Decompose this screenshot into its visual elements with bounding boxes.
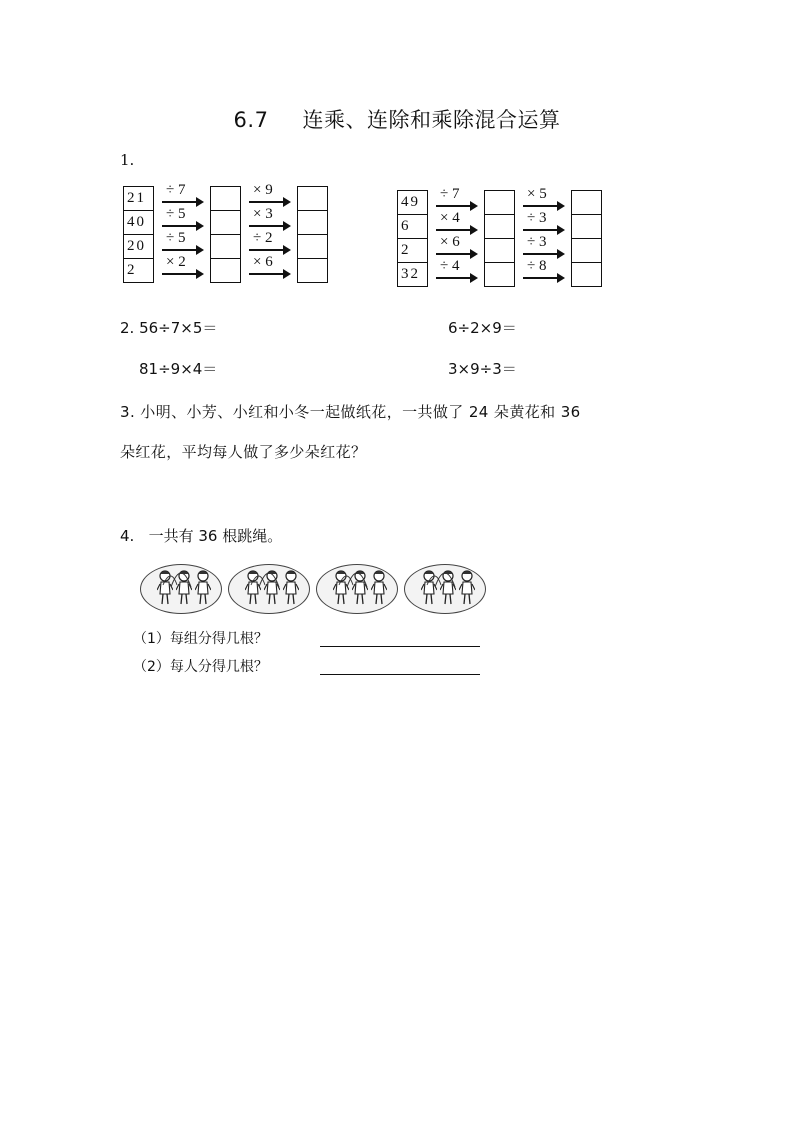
right-arrow-icon	[523, 277, 563, 279]
q1-label: 1.	[120, 151, 135, 169]
right-start-number: 49	[397, 190, 428, 215]
right-operation-1: × 4	[440, 210, 460, 226]
jump-rope-groups-illustration	[140, 562, 500, 618]
q2-expression-3: 81÷9×4＝	[139, 360, 218, 378]
right-arrow-icon	[162, 249, 202, 251]
page-title	[0, 104, 794, 134]
right-arrow-icon	[523, 205, 563, 207]
q4-label: 4.	[120, 527, 135, 545]
left-operation-1: ÷ 5	[166, 230, 186, 246]
left-answer-box-2[interactable]	[297, 258, 328, 283]
right-arrow-icon	[162, 273, 202, 275]
right-arrow-icon	[249, 201, 289, 203]
right-operation-1: × 6	[440, 234, 460, 250]
right-operation-1: ÷ 4	[440, 258, 460, 274]
left-operation-2: × 3	[253, 206, 273, 222]
q3-line-1	[120, 401, 581, 422]
right-answer-box-2[interactable]	[571, 238, 602, 263]
left-start-number: 2	[123, 258, 154, 283]
left-operation-2: × 9	[253, 182, 273, 198]
jump-rope-icon	[405, 565, 487, 615]
right-answer-box-1[interactable]	[484, 190, 515, 215]
right-start-number: 6	[397, 214, 428, 239]
right-operation-2: ÷ 3	[527, 210, 547, 226]
right-answer-box-1[interactable]	[484, 262, 515, 287]
group-oval	[140, 564, 222, 614]
jump-rope-icon	[229, 565, 311, 615]
left-answer-box-1[interactable]	[210, 258, 241, 283]
q4-sub-question-2: （2）每人分得几根？	[133, 659, 268, 675]
left-operation-1: ÷ 5	[166, 206, 186, 222]
q3-label: 3.	[120, 403, 136, 421]
right-arrow-icon	[162, 201, 202, 203]
left-answer-box-2[interactable]	[297, 210, 328, 235]
right-arrow-icon	[249, 225, 289, 227]
q4-answer-line-1[interactable]	[320, 646, 480, 647]
q3-line-2: 朵红花，平均每人做了多少朵红花？	[120, 443, 367, 461]
q3-line-1-text: 小明、小芳、小红和小冬一起做纸花，一共做了 24 朵黄花和 36	[140, 403, 581, 421]
right-arrow-icon	[523, 229, 563, 231]
title-number: 6.7	[233, 108, 269, 132]
group-oval	[228, 564, 310, 614]
left-answer-box-2[interactable]	[297, 186, 328, 211]
left-start-number: 21	[123, 186, 154, 211]
jump-rope-icon	[141, 565, 223, 615]
left-answer-box-1[interactable]	[210, 186, 241, 211]
jump-rope-icon	[317, 565, 399, 615]
right-operation-1: ÷ 7	[440, 186, 460, 202]
right-start-number: 32	[397, 262, 428, 287]
group-oval	[316, 564, 398, 614]
right-arrow-icon	[162, 225, 202, 227]
q4-sub-question-1: （1）每组分得几根？	[133, 631, 268, 647]
q2-expression-4: 3×9÷3＝	[448, 360, 517, 378]
right-arrow-icon	[249, 273, 289, 275]
left-operation-1: ÷ 7	[166, 182, 186, 198]
right-arrow-icon	[436, 205, 476, 207]
right-answer-box-2[interactable]	[571, 262, 602, 287]
title-text: 连乘、连除和乘除混合运算	[302, 108, 561, 132]
right-answer-box-1[interactable]	[484, 238, 515, 263]
left-answer-box-1[interactable]	[210, 210, 241, 235]
right-operation-2: ÷ 8	[527, 258, 547, 274]
right-arrow-icon	[436, 229, 476, 231]
left-operation-2: ÷ 2	[253, 230, 273, 246]
right-arrow-icon	[436, 277, 476, 279]
right-start-number: 2	[397, 238, 428, 263]
q2-label: 2.	[120, 319, 135, 337]
right-arrow-icon	[523, 253, 563, 255]
left-start-number: 20	[123, 234, 154, 259]
q1-left-chain	[123, 182, 323, 290]
right-operation-2: × 5	[527, 186, 547, 202]
left-answer-box-1[interactable]	[210, 234, 241, 259]
q2-e1-text: 56÷7×5＝	[139, 319, 218, 337]
q4-answer-line-2[interactable]	[320, 674, 480, 675]
right-answer-box-2[interactable]	[571, 190, 602, 215]
left-start-number: 40	[123, 210, 154, 235]
right-answer-box-1[interactable]	[484, 214, 515, 239]
right-operation-2: ÷ 3	[527, 234, 547, 250]
group-oval	[404, 564, 486, 614]
q2-expression-1	[120, 317, 217, 338]
right-arrow-icon	[249, 249, 289, 251]
right-answer-box-2[interactable]	[571, 214, 602, 239]
q2-expression-2: 6÷2×9＝	[448, 319, 517, 337]
right-arrow-icon	[436, 253, 476, 255]
left-operation-1: × 2	[166, 254, 186, 270]
left-answer-box-2[interactable]	[297, 234, 328, 259]
left-operation-2: × 6	[253, 254, 273, 270]
q1-right-chain	[397, 186, 597, 294]
q4-text: 一共有 36 根跳绳。	[148, 527, 283, 545]
q4-heading	[120, 525, 282, 546]
